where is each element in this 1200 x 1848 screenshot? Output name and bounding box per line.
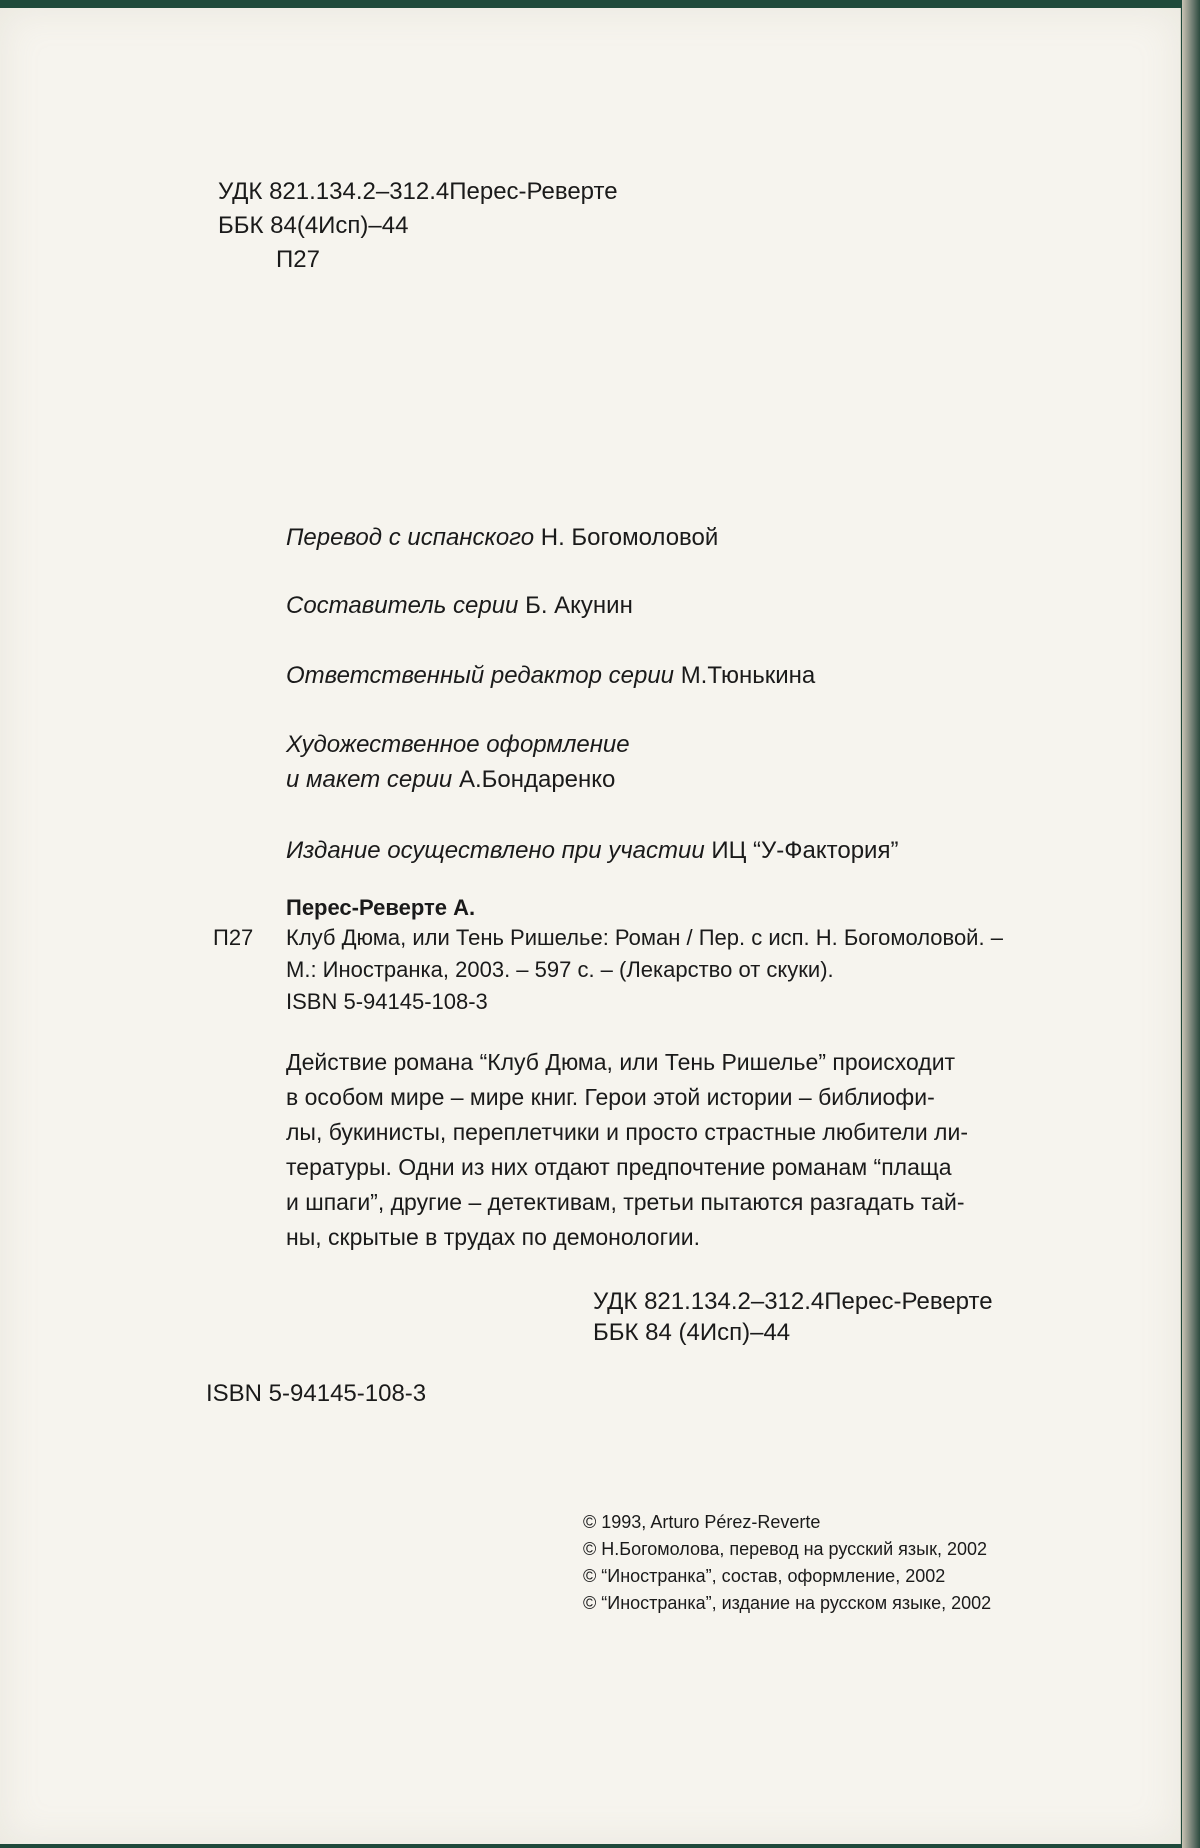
bbk-code: ББК 84(4Исп)–44 [218, 212, 409, 239]
copyright-line: © Н.Богомолова, перевод на русский язык, 2002 [583, 1539, 988, 1559]
credit-publisher [286, 834, 898, 868]
credit-role: Художественное оформление [286, 731, 630, 758]
copyright-line: © “Иностранка”, издание на русском языке, 2002 [583, 1593, 992, 1613]
credit-name: ИЦ “У-Фактория” [711, 837, 899, 864]
credit-name: Н. Богомоловой [540, 524, 719, 551]
annotation-line: лы, букинисты, переплетчики и просто страстные любители ли- [286, 1119, 968, 1145]
annotation-line: тературы. Одни из них отдают предпочтение романам “плаща [286, 1154, 952, 1180]
credit-role: Перевод с испанского [286, 524, 535, 551]
credit-role: Составитель серии [286, 592, 519, 619]
copyright-block [583, 1509, 991, 1617]
catalog-line: М.: Иностранка, 2003. – 597 с. – (Лекарство от скуки). [286, 957, 834, 982]
copyright-line: © “Иностранка”, состав, оформление, 2002 [583, 1566, 946, 1586]
udk-code: УДК 821.134.2–312.4Перес-Реверте [218, 178, 618, 205]
catalog-description [286, 922, 1003, 1018]
annotation [286, 1045, 968, 1255]
annotation-line: и шпаги”, другие – детективам, третьи пытаются разгадать тай- [286, 1189, 965, 1215]
credit-name: Б. Акунин [525, 592, 633, 619]
annotation-line: Действие романа “Клуб Дюма, или Тень Ришелье” происходит [286, 1049, 956, 1075]
annotation-line: в особом мире – мире книг. Герои этой истории – библиофи- [286, 1084, 935, 1110]
catalog-author: Перес-Реверте А. [286, 895, 476, 920]
catalog-line: Клуб Дюма, или Тень Ришелье: Роман / Пер. с исп. Н. Богомоловой. – [286, 925, 1003, 950]
book-page [0, 8, 1181, 1844]
credit-translator [286, 521, 718, 555]
credit-role: Ответственный редактор серии [286, 662, 675, 689]
copyright-line: © 1993, Arturo Pérez-Reverte [583, 1512, 821, 1532]
catalog-line: ISBN 5-94145-108-3 [286, 989, 488, 1014]
book-spine-edge [1182, 0, 1200, 1848]
credit-series-compiler [286, 589, 633, 623]
credit-name: А.Бондаренко [458, 766, 616, 793]
credit-role: Издание осуществлено при участии [286, 837, 705, 864]
credit-role: и макет серии [286, 766, 453, 793]
credit-design-line2 [286, 763, 615, 797]
author-mark: П27 [276, 246, 320, 273]
footer-udk-code: УДК 821.134.2–312.4Перес-Реверте [593, 1288, 993, 1315]
footer-bbk-code: ББК 84 (4Исп)–44 [593, 1319, 791, 1346]
credit-name: М.Тюнькина [680, 662, 816, 689]
catalog-code: П27 [213, 925, 254, 950]
credit-series-editor [286, 659, 815, 693]
credit-design-line1 [286, 728, 630, 762]
isbn: ISBN 5-94145-108-3 [206, 1380, 427, 1407]
annotation-line: ны, скрытые в трудах по демонологии. [286, 1224, 701, 1250]
